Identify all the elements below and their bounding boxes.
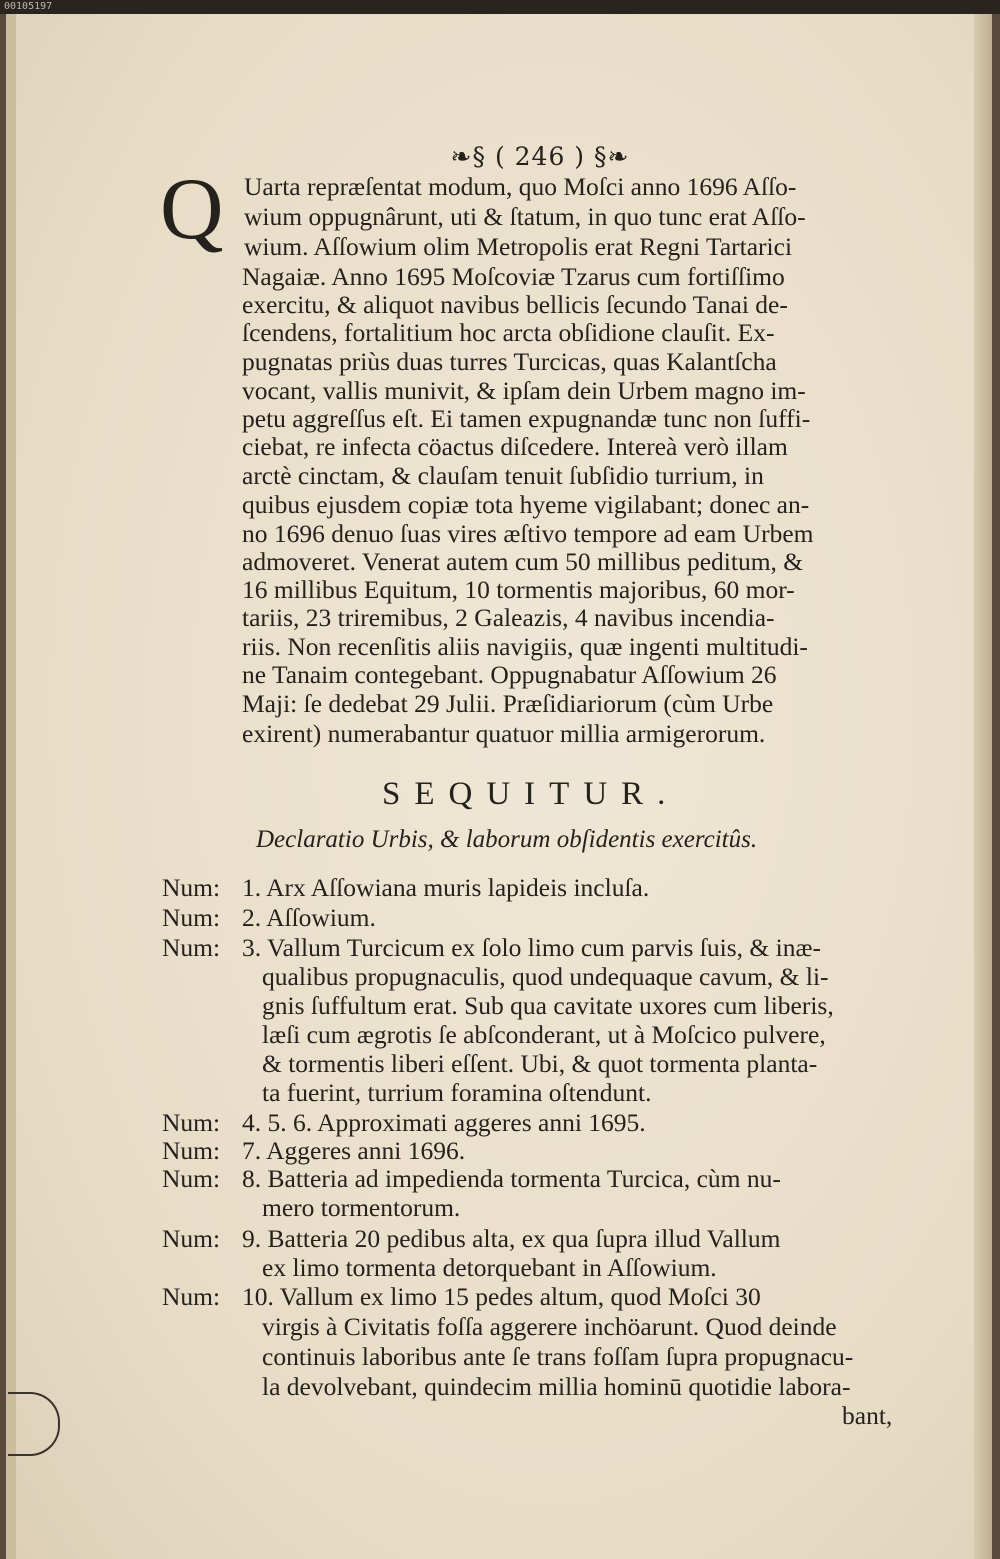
paragraph-line: wium. Aſſowium olim Metropolis erat Regni Tartarici [244,232,793,261]
item-text: virgis à Civitatis foſſa aggerere inchöarunt. Quod deinde [262,1312,837,1341]
paragraph-line: pugnatas priùs duas turres Turcicas, quas Kalantſcha [242,347,777,376]
item-label: Num: [162,1108,221,1137]
item-text: & tormentis liberi eſſent. Ubi, & quot tormenta planta- [262,1049,818,1078]
paragraph-line: admoveret. Venerat autem cum 50 millibus peditum, & [242,547,804,576]
paragraph-line: quibus ejusdem copiæ tota hyeme vigilabant; donec an- [242,490,810,519]
item-text: ta fuerint, turrium foramina oſtendunt. [262,1078,652,1107]
item-text: 8. Batteria ad impedienda tormenta Turcica, cùm nu- [242,1164,781,1193]
item-label: Num: [162,1136,221,1165]
item-text: ex limo tormenta detorquebant in Aſſowium. [262,1253,717,1282]
item-text: 3. Vallum Turcicum ex ſolo limo cum parvis ſuis, & inæ- [242,933,821,962]
item-label: Num: [162,1224,221,1253]
page-edge [974,14,992,1559]
item-text: 1. Arx Aſſowiana muris lapideis incluſa. [242,873,650,902]
paragraph-line: Maji: ſe dedebat 29 Julii. Præſidiariorum (cùm Urbe [242,689,774,718]
paragraph-line: ſcendens, fortalitium hoc arcta obſidione clauſit. Ex- [242,318,775,347]
declaratio-subheading: Declaratio Urbis, & laborum obſidentis exercitûs. [256,826,758,853]
item-text: la devolvebant, quindecim millia hominū quotidie labora- [262,1372,851,1401]
paragraph-line: ne Tanaim contegebant. Oppugnabatur Aſſowium 26 [242,660,777,689]
paragraph-line: 16 millibus Equitum, 10 tormentis majoribus, 60 mor- [242,575,795,604]
paragraph-line: arctè cinctam, & clauſam tenuit ſubſidio turrium, in [242,461,764,490]
item-label: Num: [162,1164,221,1193]
item-label: Num: [162,1282,221,1311]
item-text: 9. Batteria 20 pedibus alta, ex qua ſupra illud Vallum [242,1224,781,1253]
drop-cap: Q [160,161,224,258]
item-label: Num: [162,873,221,902]
paragraph-line: ciebat, re infecta cöactus diſcedere. Intereà verò illam [242,432,788,461]
item-text: læſi cum ægrotis ſe abſconderant, ut à Moſcico pulvere, [262,1020,826,1049]
item-text: gnis ſuffultum erat. Sub qua cavitate uxores cum liberis, [262,991,834,1020]
item-text: continuis laboribus ante ſe trans foſſam ſupra propugnacu- [262,1342,854,1371]
paragraph-line: riis. Non recenſitis aliis navigiis, quæ ingenti multitudi- [242,632,808,661]
item-text: 10. Vallum ex limo 15 pedes altum, quod Moſci 30 [242,1282,761,1311]
item-text: 4. 5. 6. Approximati aggeres anni 1695. [242,1108,646,1137]
item-label: Num: [162,933,221,962]
paragraph-line: wium oppugnârunt, uti & ſtatum, in quo tunc erat Aſſo- [244,202,806,231]
paragraph-line: vocant, vallis munivit, & ipſam dein Urbem magno im- [242,376,806,405]
paragraph-line: Uarta repræſentat modum, quo Moſci anno 1696 Aſſo- [244,172,797,201]
paragraph-line: Nagaiæ. Anno 1695 Moſcoviæ Tzarus cum fortiſſimo [242,262,785,291]
item-text: qualibus propugnaculis, quod undequaque cavum, & li- [262,962,829,991]
item-text: mero tormentorum. [262,1193,461,1222]
scan-id-strip: 00105197 [0,0,1000,14]
paragraph-line: petu aggreſſus eſt. Ei tamen expugnandæ tunc non ſuffi- [242,404,811,433]
item-label: Num: [162,903,221,932]
paragraph-line: exirent) numerabantur quatuor millia armigerorum. [242,719,766,748]
sequitur-heading: SEQUITUR. [382,776,680,812]
paragraph-line: no 1696 denuo ſuas vires æſtivo tempore ad eam Urbem [242,519,814,548]
paragraph-line: exercitu, & aliquot navibus bellicis ſecundo Tanai de- [242,290,788,319]
page-header: ❧§ ( 246 ) §❧ [450,142,630,171]
paragraph-line: tariis, 23 triremibus, 2 Galeazis, 4 navibus incendia- [242,603,775,632]
item-text: 2. Aſſowium. [242,903,376,932]
item-text: 7. Aggeres anni 1696. [242,1136,466,1165]
catchword: bant, [842,1401,893,1430]
